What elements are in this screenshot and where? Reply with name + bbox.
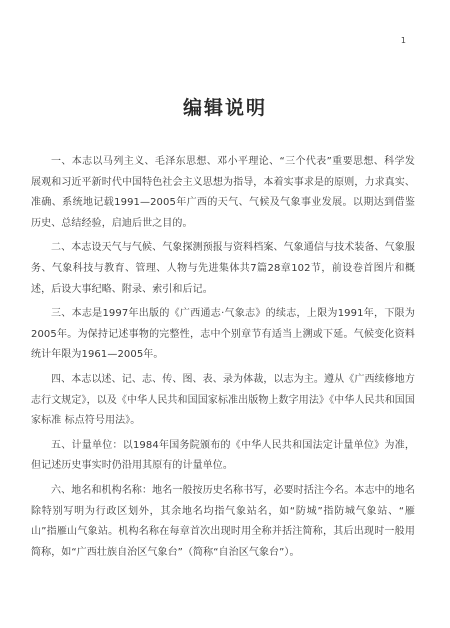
page-number: 1: [400, 36, 406, 45]
paragraph-4: 四、本志以述、记、志、传、图、表、录为体裁，以志为主。遵从《广西续修地方志行文规定》，以及《中华人民共和国国家标准出版物上数字用法》《中华人民共和国国家标准 标点符号用法》。: [31, 373, 415, 427]
paragraph-6: 六、地名和机构名称：地名一般按历史名称书写，必要时括注今名。本志中的地名除特别写明为行政区划外，其余地名均指气象站名，如“防城”指防城气象站、“雁山”指雁山气象站。机构名称在每章首次出现时用全称并括注简称，其后出现时一般用简称，如“广西壮族自治区气象台”（简称“自治区气象台”）。: [31, 484, 415, 558]
paragraph-3: 三、本志是1997年出版的《广西通志·气象志》的续志，上限为1991年，下限为2005年。为保持记述事物的完整性，志中个别章节有适当上溯或下延。气候变化资料统计年限为1961—2005年。: [31, 308, 415, 361]
page-title: 编辑说明: [182, 97, 267, 119]
paragraph-2: 二、本志设天气与气候、气象探测预报与资料档案、气象通信与技术装备、气象服务、气象科技与教育、管理、人物与先进集体共7篇28章102节，前设卷首图片和概述，后设大事纪略、附录、索引和后记。: [31, 242, 415, 295]
paragraph-1: 一、本志以马列主义、毛泽东思想、邓小平理论、“三个代表”重要思想、科学发展观和习近平新时代中国特色社会主义思想为指导，本着实事求是的原则，力求真实、准确、系统地记载1991—2005年广西的天气、气候及气象事业发展。以期达到借鉴历史、总结经验，启迪后世之目的。: [31, 156, 415, 229]
body-text: [31, 152, 415, 567]
paragraph-5: 五、计量单位：以1984年国务院颁布的《中华人民共和国法定计量单位》为准，但记述历史事实时仍沿用其原有的计量单位。: [31, 439, 415, 472]
